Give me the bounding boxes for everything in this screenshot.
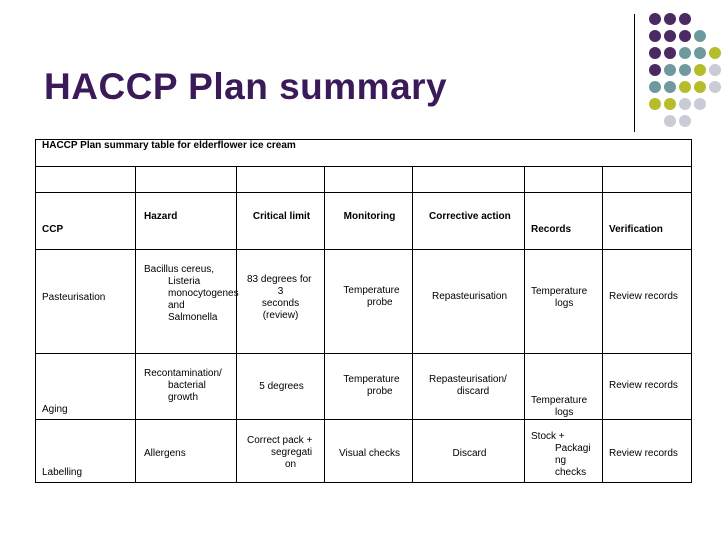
cell-ccp	[36, 354, 136, 420]
dot	[694, 81, 706, 93]
dot	[649, 30, 661, 42]
header-critical-limit	[237, 193, 325, 250]
verification-value: Review records	[609, 291, 678, 302]
records-value	[531, 431, 598, 479]
dot	[664, 64, 676, 76]
header-ccp-label: CCP	[42, 224, 64, 235]
dot	[649, 47, 661, 59]
monitoring-line: Temperature	[343, 285, 400, 296]
records-line: Packagi	[555, 443, 591, 454]
records-line: Stock +	[531, 431, 565, 442]
dot	[649, 81, 661, 93]
empty-row	[36, 167, 692, 193]
dot	[664, 115, 676, 127]
decorative-dot-grid	[646, 10, 726, 120]
table-row	[36, 250, 692, 354]
empty-cell	[325, 167, 413, 193]
monitoring-line: probe	[367, 297, 393, 308]
hazard-value: Allergens	[144, 448, 186, 459]
header-monitoring	[325, 193, 413, 250]
header-ccp	[36, 193, 136, 250]
cell-monitoring	[325, 354, 413, 420]
dot	[664, 81, 676, 93]
cell-hazard	[136, 354, 237, 420]
dot	[694, 47, 706, 59]
header-corrective-action-label: Corrective action	[429, 211, 511, 222]
dot	[694, 98, 706, 110]
haccp-plan-table	[35, 139, 692, 483]
records-value: Temperature logs	[531, 286, 588, 309]
empty-cell	[36, 167, 136, 193]
monitoring-value	[335, 374, 408, 398]
critical-limit-value	[247, 435, 320, 471]
table-row	[36, 354, 692, 420]
cell-verification	[603, 420, 692, 483]
verification-value: Review records	[609, 380, 678, 391]
dot	[679, 115, 691, 127]
dot	[664, 30, 676, 42]
ccp-value: Aging	[42, 404, 68, 415]
monitoring-line: probe	[367, 386, 393, 397]
table-caption-row	[36, 140, 692, 167]
header-monitoring-label: Monitoring	[343, 211, 396, 222]
cell-critical-limit	[237, 420, 325, 483]
header-records	[525, 193, 603, 250]
dot	[679, 30, 691, 42]
slide-title: HACCP Plan summary	[44, 66, 448, 107]
dot	[679, 98, 691, 110]
dot	[649, 13, 661, 25]
empty-cell	[525, 167, 603, 193]
monitoring-value: Visual checks	[339, 448, 400, 459]
records-value: Temperature logs	[531, 395, 588, 418]
dot	[649, 98, 661, 110]
corrective-action-value: Repasteurisation	[431, 291, 508, 302]
header-records-label: Records	[531, 224, 572, 235]
cell-corrective-action	[413, 354, 525, 420]
critical-limit-line: 83 degrees for	[247, 274, 312, 285]
dot	[694, 64, 706, 76]
dot	[664, 98, 676, 110]
header-verification	[603, 193, 692, 250]
cell-records	[525, 354, 603, 420]
cell-monitoring	[325, 420, 413, 483]
verification-value: Review records	[609, 448, 678, 459]
cell-corrective-action	[413, 250, 525, 354]
title-divider	[634, 14, 635, 132]
hazard-value: Bacillus cereus, Listeria monocytogenes and Salmonella	[144, 264, 239, 323]
header-corrective-action	[413, 193, 525, 250]
critical-limit-value	[247, 274, 314, 322]
dot	[664, 47, 676, 59]
critical-limit-value: 5 degrees	[259, 381, 304, 392]
ccp-value: Labelling	[42, 467, 83, 478]
critical-limit-line: seconds	[261, 298, 300, 309]
cell-verification	[603, 250, 692, 354]
corrective-action-value: Repasteurisation/ discard	[429, 374, 507, 397]
header-hazard	[136, 193, 237, 250]
dot	[664, 13, 676, 25]
critical-limit-line: segregati	[271, 447, 313, 458]
critical-limit-line: Correct pack +	[247, 435, 313, 446]
cell-corrective-action	[413, 420, 525, 483]
dot	[694, 30, 706, 42]
dot	[709, 81, 721, 93]
critical-limit-line: 3	[277, 286, 284, 297]
header-hazard-label: Hazard	[144, 211, 178, 222]
cell-monitoring	[325, 250, 413, 354]
cell-ccp	[36, 420, 136, 483]
header-critical-limit-label: Critical limit	[252, 211, 311, 222]
cell-verification	[603, 354, 692, 420]
cell-ccp	[36, 250, 136, 354]
critical-limit-line: (review)	[262, 310, 299, 321]
dot	[709, 64, 721, 76]
table-row	[36, 420, 692, 483]
empty-cell	[237, 167, 325, 193]
dot	[679, 81, 691, 93]
records-line: checks	[555, 467, 587, 478]
header-verification-label: Verification	[609, 224, 663, 235]
empty-cell	[603, 167, 692, 193]
dot	[709, 47, 721, 59]
hazard-value: Recontamination/ bacterial growth	[144, 368, 222, 403]
table-caption: HACCP Plan summary table for elderflower ice cream	[36, 140, 692, 167]
critical-limit-line: on	[285, 459, 297, 470]
records-line: ng	[555, 455, 567, 466]
cell-critical-limit	[237, 250, 325, 354]
cell-records	[525, 250, 603, 354]
monitoring-line: Temperature	[343, 374, 400, 385]
dot	[679, 47, 691, 59]
corrective-action-value: Discard	[452, 448, 487, 459]
dot	[679, 64, 691, 76]
cell-hazard	[136, 250, 237, 354]
dot	[679, 13, 691, 25]
table-header-row	[36, 193, 692, 250]
monitoring-value	[335, 285, 408, 309]
ccp-value: Pasteurisation	[42, 292, 106, 303]
cell-hazard	[136, 420, 237, 483]
empty-cell	[413, 167, 525, 193]
empty-cell	[136, 167, 237, 193]
dot	[649, 64, 661, 76]
cell-critical-limit	[237, 354, 325, 420]
cell-records	[525, 420, 603, 483]
